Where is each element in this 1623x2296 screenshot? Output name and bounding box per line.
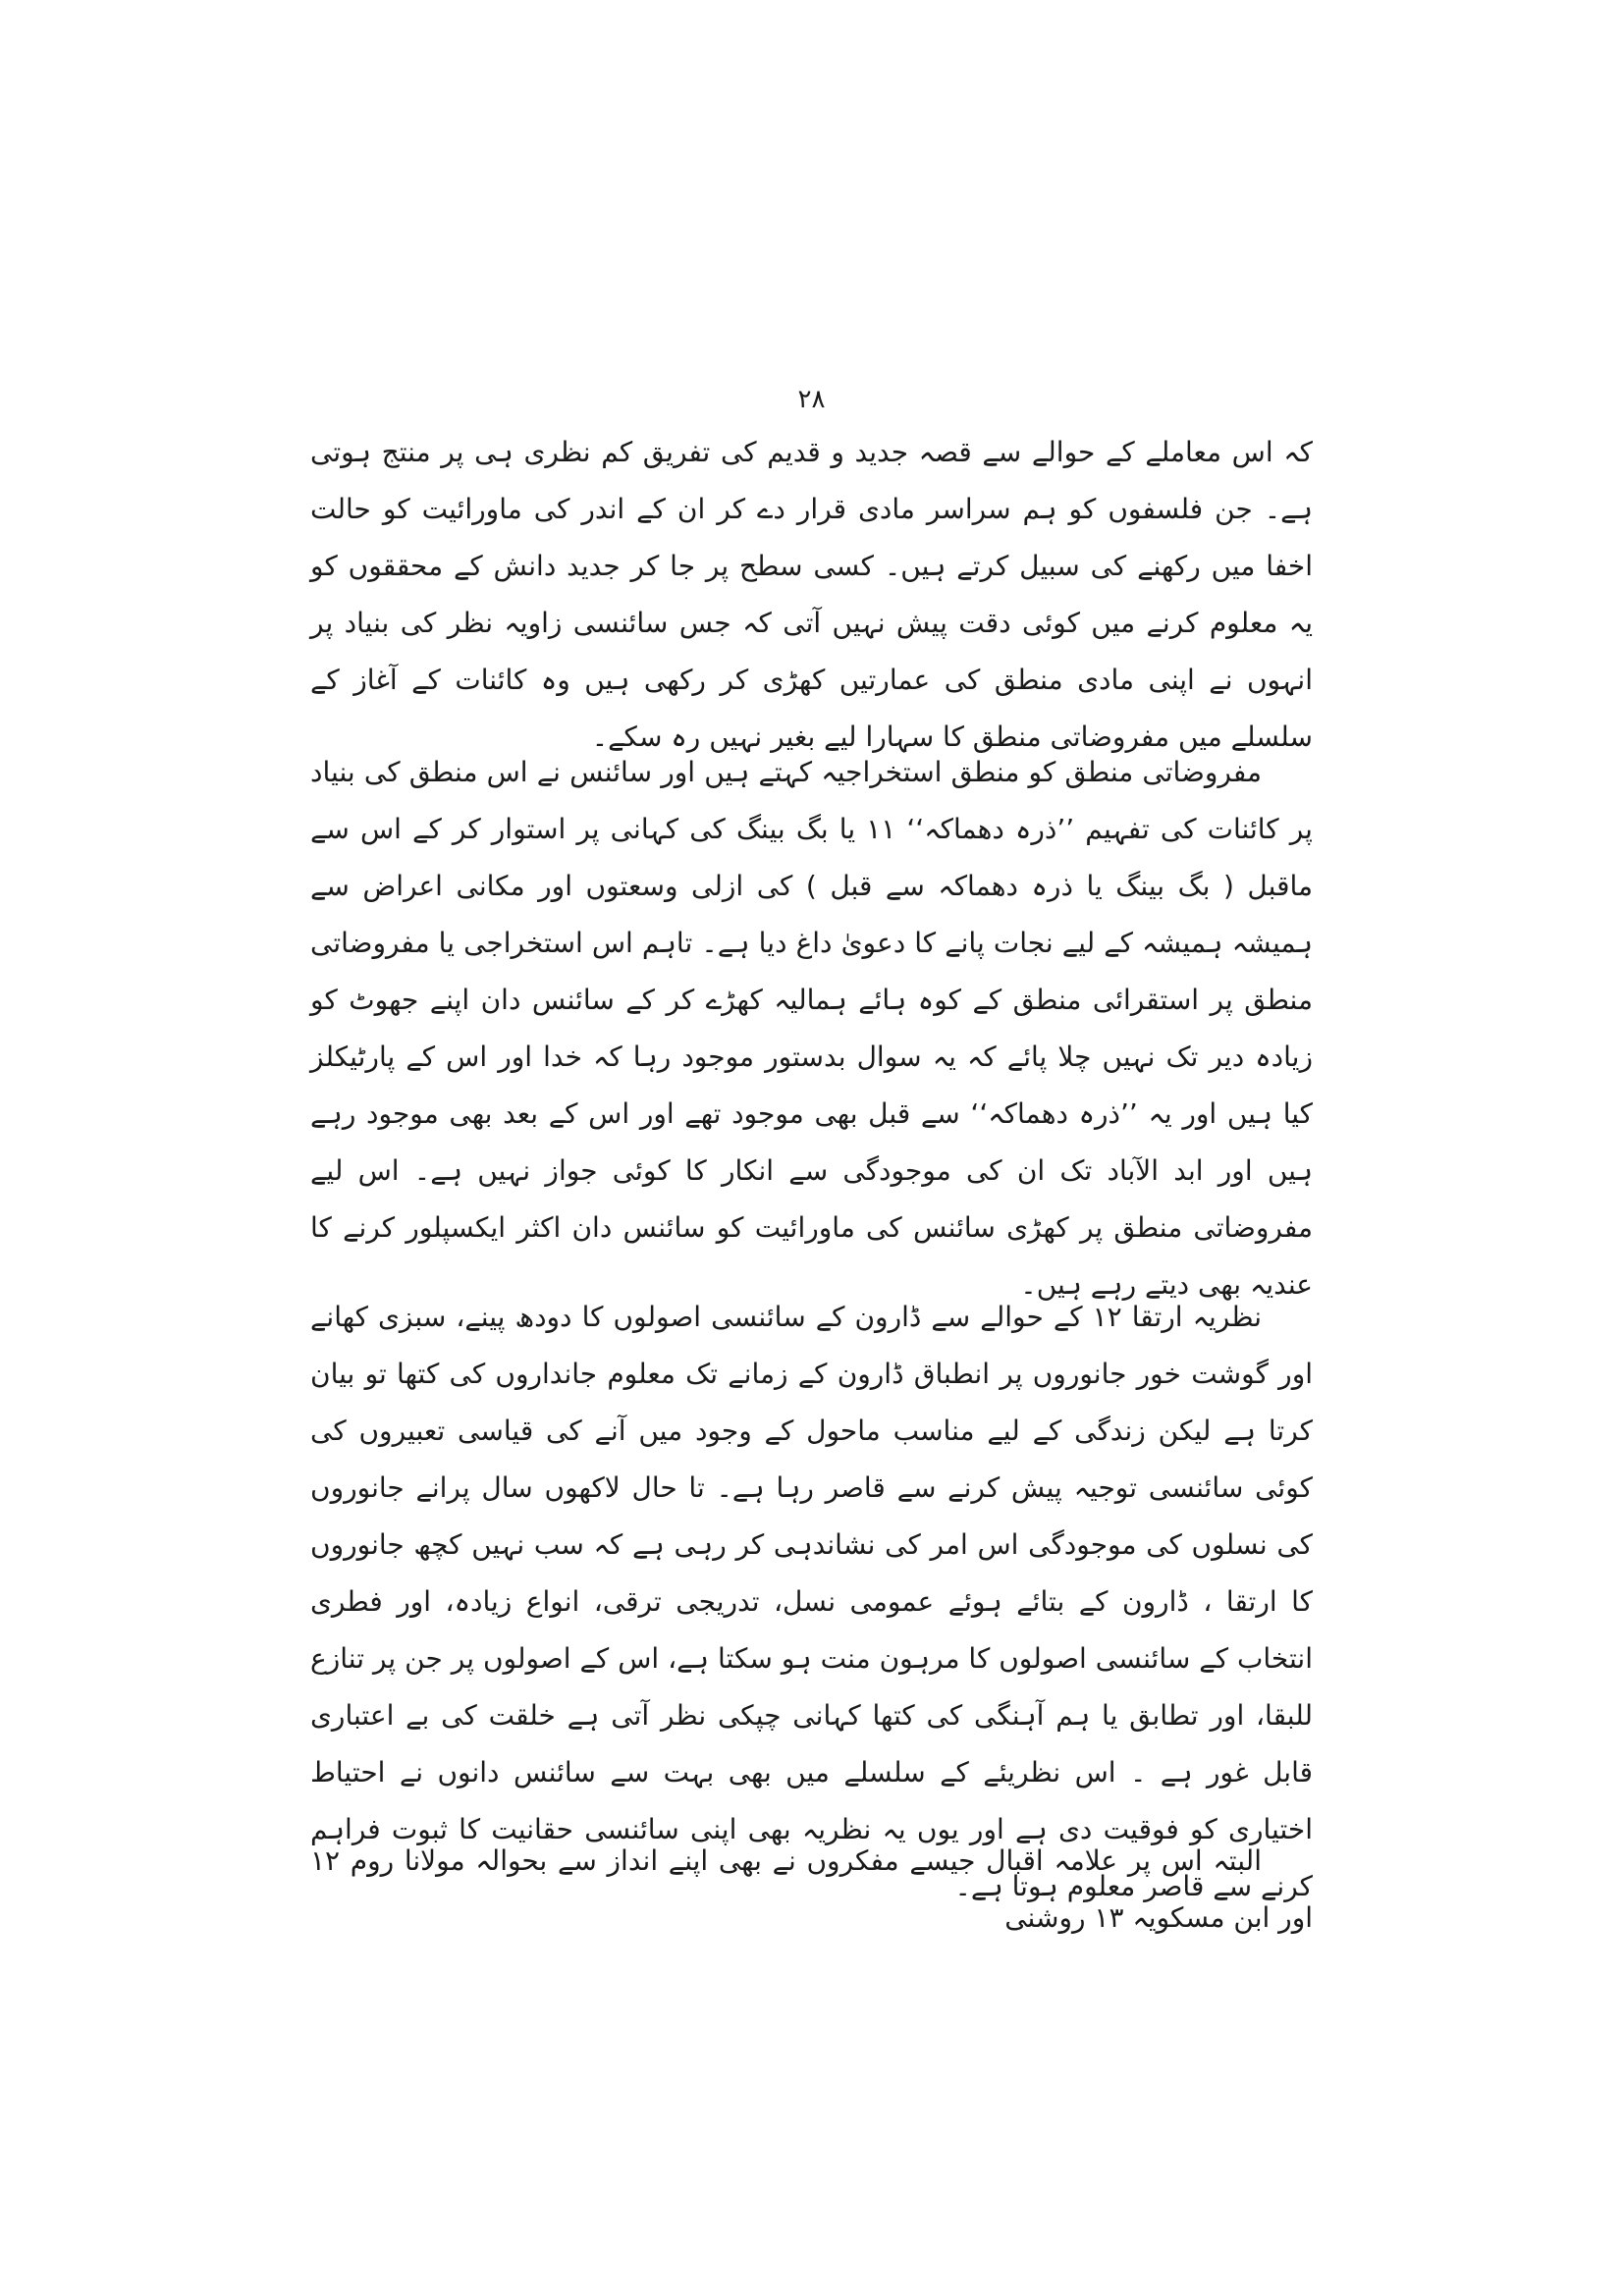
paragraph-4: البتہ اس پر علامہ اقبال جیسے مفکروں نے بھی اپنے انداز سے بحوالہ مولانا روم ۱۲ اور ابن مسکویہ ۱۳ روشنی bbox=[310, 1844, 1313, 1934]
paragraph-1: کہ اس معاملے کے حوالے سے قصہ جدید و قدیم کی تفریق کم نظری ہی پر منتج ہوتی ہے۔ جن فلسفوں کو ہم سراسر مادی قرار دے کر ان کے اندر کی ماورائیت کو حالت اخفا میں رکھنے کی سبیل کرتے ہیں۔ کسی سطح پر جا کر جدید دانش کے محققوں کو یہ معلوم کرنے میں کوئی دقت پیش نہیں آتی کہ جس سائنسی زاویہ نظر کی بنیاد پر انہوں نے اپنی مادی منطق کی عمارتیں کھڑی کر رکھی ہیں وہ کائنات کے آغاز کے سلسلے میں مفروضاتی منطق کا سہارا لیے بغیر نہیں رہ سکے۔ bbox=[310, 436, 1313, 753]
paragraph-3: نظریہ ارتقا ۱۲ کے حوالے سے ڈارون کے سائنسی اصولوں کا دودھ پینے، سبزی کھانے اور گوشت خور جانوروں پر انطباق ڈارون کے زمانے تک معلوم جانداروں کی کتھا تو بیان کرتا ہے لیکن زندگی کے لیے مناسب ماحول کے وجود میں آنے کی قیاسی تعبیروں کی کوئی سائنسی توجیہ پیش کرنے سے قاصر رہا ہے۔ تا حال لاکھوں سال پرانے جانوروں کی نسلوں کی موجودگی اس امر کی نشاندہی کر رہی ہے کہ سب نہیں کچھ جانوروں کا ارتقا ، ڈارون کے بتائے ہوئے عمومی نسل، تدریجی ترقی، انواع زیادہ، اور فطری انتخاب کے سائنسی اصولوں کا مرہون منت ہو سکتا ہے، اس کے اصولوں پر جن پر تنازع للبقا، اور تطابق یا ہم آہنگی کی کتھا کہانی چپکی نظر آتی ہے خلقت کی بے اعتباری قابل غور ہے ۔ اس نظریئے کے سلسلے میں بھی بہت سے سائنس دانوں نے احتیاط اختیاری کو فوقیت دی ہے اور یوں یہ نظریہ بھی اپنی سائنسی حقانیت کا ثبوت فراہم کرنے سے قاصر معلوم ہوتا ہے۔ bbox=[310, 1301, 1313, 1902]
page-number: ۲۸ bbox=[797, 385, 826, 414]
paragraph-2: مفروضاتی منطق کو منطق استخراجیہ کہتے ہیں اور سائنس نے اس منطق کی بنیاد پر کائنات کی تفہیم ’’ذرہ دھماکہ‘‘ ۱۱ یا بگ بینگ کی کہانی پر استوار کر کے اس سے ماقبل ( بگ بینگ یا ذرہ دھماکہ سے قبل ) کی ازلی وسعتوں اور مکانی اعراض سے ہمیشہ ہمیشہ کے لیے نجات پانے کا دعویٰ داغ دیا ہے۔ تاہم اس استخراجی یا مفروضاتی منطق پر استقرائی منطق کے کوہ ہائے ہمالیہ کھڑے کر کے سائنس دان اپنے جھوٹ کو زیادہ دیر تک نہیں چلا پائے کہ یہ سوال بدستور موجود رہا کہ خدا اور اس کے پارٹیکلز کیا ہیں اور یہ ’’ذرہ دھماکہ‘‘ سے قبل بھی موجود تھے اور اس کے بعد بھی موجود رہے ہیں اور ابد الآباد تک ان کی موجودگی سے انکار کا کوئی جواز نہیں ہے۔ اس لیے مفروضاتی منطق پر کھڑی سائنس کی ماورائیت کو سائنس دان اکثر ایکسپلور کرنے کا عندیہ بھی دیتے رہے ہیں۔ bbox=[310, 756, 1313, 1301]
